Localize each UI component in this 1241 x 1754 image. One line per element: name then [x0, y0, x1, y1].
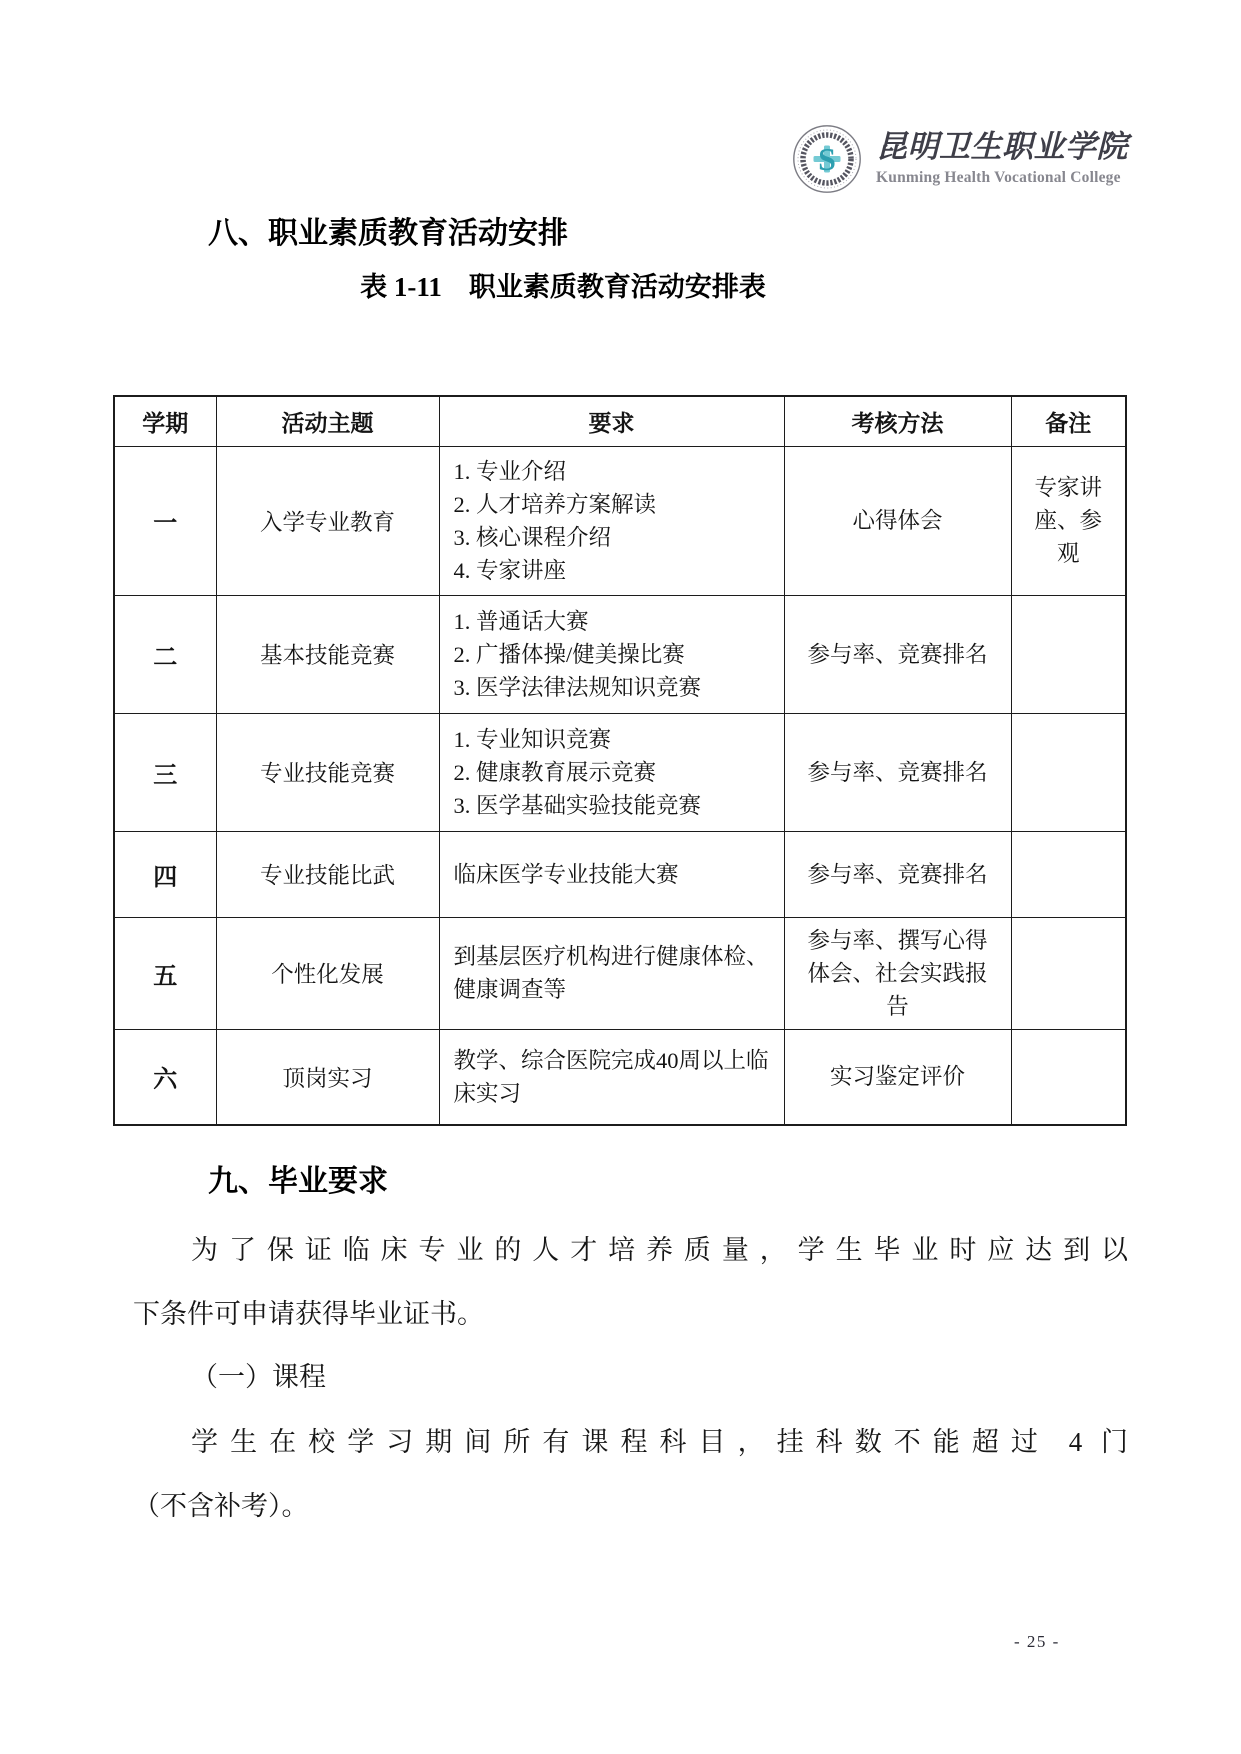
- cell-requirements: [439, 1029, 784, 1125]
- requirement-line: 临床医学专业技能大赛: [453, 861, 679, 887]
- cell-note: [1011, 1029, 1126, 1125]
- cell-semester: 四: [114, 831, 216, 917]
- text-line: （不含补考）。: [133, 1491, 309, 1521]
- table-row: [114, 595, 1126, 713]
- cell-semester: 五: [114, 917, 216, 1029]
- cell-theme: 顶岗实习: [216, 1029, 439, 1125]
- cell-assessment: 心得体会: [784, 446, 1011, 595]
- cell-requirements: [439, 831, 784, 917]
- cell-requirements: [439, 446, 784, 595]
- cell-semester: 六: [114, 1029, 216, 1125]
- cell-note: 专家讲座、参观: [1011, 446, 1126, 595]
- cell-assessment: 参与率、竞赛排名: [784, 595, 1011, 713]
- column-header-1: 活动主题: [216, 396, 439, 446]
- cell-requirements: [439, 713, 784, 831]
- college-names: [876, 124, 1128, 187]
- cell-assessment: 实习鉴定评价: [784, 1029, 1011, 1125]
- table-row: [114, 831, 1126, 917]
- cell-assessment: 参与率、竞赛排名: [784, 713, 1011, 831]
- requirement-line: 到基层医疗机构进行健康体检、健康调查等: [453, 944, 769, 1002]
- requirement-line: 3. 核心课程介绍: [453, 524, 612, 550]
- paragraph-2: [133, 1410, 1128, 1538]
- cell-note: [1011, 917, 1126, 1029]
- cell-note: [1011, 831, 1126, 917]
- section-9-heading: 九、毕业要求: [208, 1165, 388, 1198]
- cell-assessment: 参与率、竞赛排名: [784, 831, 1011, 917]
- cell-requirements: [439, 917, 784, 1029]
- text-line: 学生在校学习期间所有课程科目，挂科数不能超过 4 门: [191, 1427, 1128, 1457]
- cell-theme: 个性化发展: [216, 917, 439, 1029]
- cell-semester: 一: [114, 446, 216, 595]
- table-row: [114, 713, 1126, 831]
- cell-requirements: [439, 595, 784, 713]
- requirement-line: 4. 专家讲座: [453, 557, 567, 583]
- cell-note: [1011, 595, 1126, 713]
- cell-assessment: 参与率、撰写心得体会、社会实践报告: [784, 917, 1011, 1029]
- college-name-zh: 昆明卫生职业学院: [876, 129, 1128, 165]
- college-name-en: Kunming Health Vocational College: [876, 169, 1121, 186]
- requirement-line: 2. 广播体操/健美操比赛: [453, 641, 685, 667]
- graduation-requirements-text: [133, 1218, 1128, 1538]
- table-row: [114, 917, 1126, 1029]
- column-header-4: 备注: [1011, 396, 1126, 446]
- cell-theme: 专业技能竞赛: [216, 713, 439, 831]
- cell-note: [1011, 713, 1126, 831]
- table-caption: 表 1-11 职业素质教育活动安排表: [360, 272, 766, 302]
- activities-table: [113, 395, 1127, 1126]
- cell-theme: 基本技能竞赛: [216, 595, 439, 713]
- college-seal-logo: [792, 124, 862, 194]
- section-8-heading: 八、职业素质教育活动安排: [208, 217, 568, 250]
- column-header-3: 考核方法: [784, 396, 1011, 446]
- requirement-line: 2. 健康教育展示竞赛: [453, 759, 657, 785]
- table-header-row: [114, 396, 1126, 446]
- text-line: 为了保证临床专业的人才培养质量，学生毕业时应达到以: [191, 1235, 1128, 1265]
- text-line: 下条件可申请获得毕业证书。: [133, 1299, 484, 1329]
- subheading-course: （一）课程: [191, 1362, 327, 1393]
- page-number: - 25 -: [1014, 1632, 1060, 1651]
- requirement-line: 1. 专业知识竞赛: [453, 726, 612, 752]
- requirement-line: 2. 人才培养方案解读: [453, 491, 657, 517]
- requirement-line: 1. 专业介绍: [453, 458, 567, 484]
- requirement-line: 3. 医学基础实验技能竞赛: [453, 792, 702, 818]
- column-header-0: 学期: [114, 396, 216, 446]
- cell-theme: 入学专业教育: [216, 446, 439, 595]
- college-header: [792, 124, 1128, 194]
- requirement-line: 3. 医学法律法规知识竞赛: [453, 674, 702, 700]
- table-row: [114, 1029, 1126, 1125]
- cell-theme: 专业技能比武: [216, 831, 439, 917]
- requirement-line: 1. 普通话大赛: [453, 608, 589, 634]
- cell-semester: 三: [114, 713, 216, 831]
- column-header-2: 要求: [439, 396, 784, 446]
- seal-snake-s: S: [818, 141, 836, 177]
- table-row: [114, 446, 1126, 595]
- cell-semester: 二: [114, 595, 216, 713]
- paragraph-1: [133, 1218, 1128, 1346]
- requirement-line: 教学、综合医院完成40周以上临床实习: [453, 1047, 769, 1106]
